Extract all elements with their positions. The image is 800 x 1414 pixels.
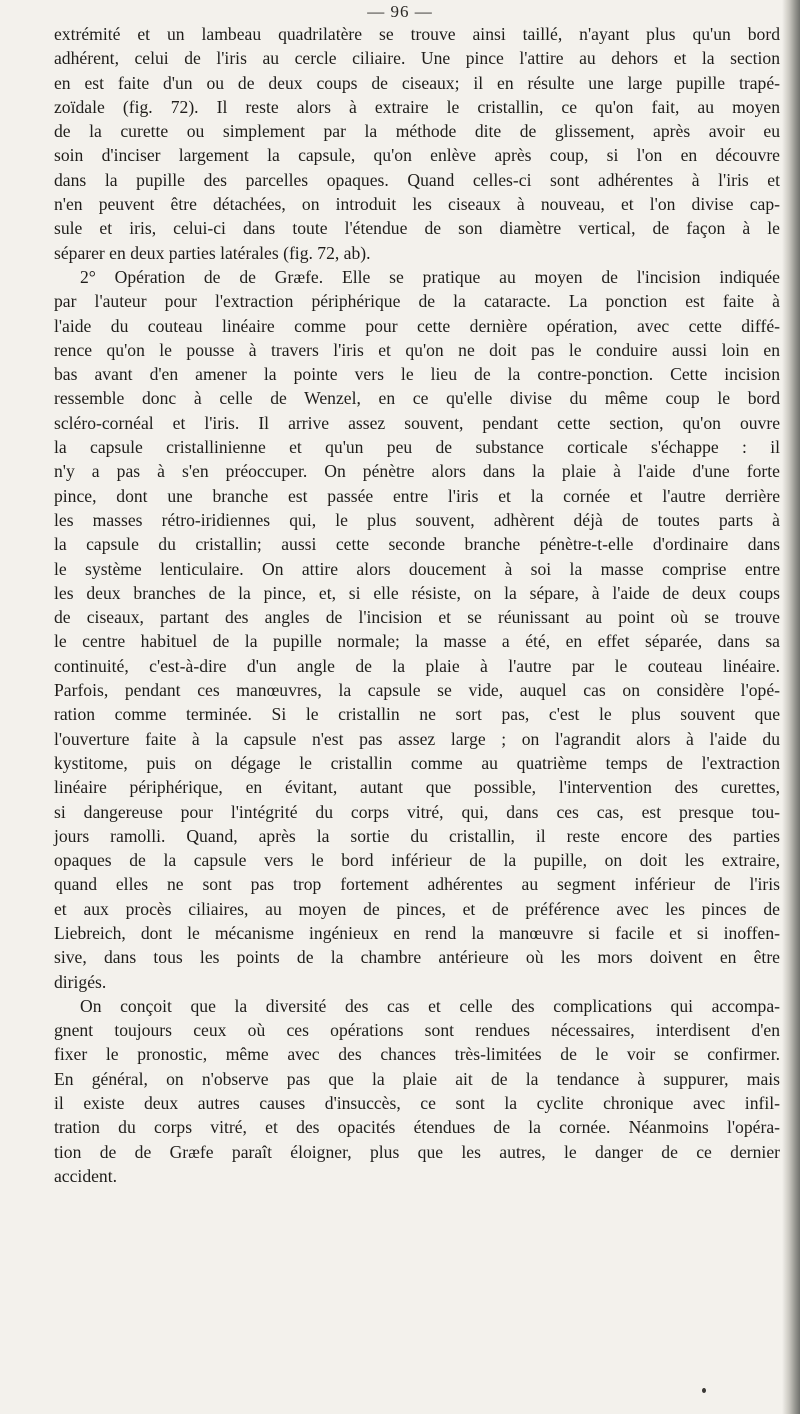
text-line: l'aide du couteau linéaire comme pour cette dernière opération, avec cette diffé- <box>54 315 780 336</box>
text-line: Liebreich, dont le mécanisme ingénieux en rend la manœuvre si facile et si inoffen- <box>54 922 780 943</box>
text-line: les deux branches de la pince, et, si elle résiste, on la sépare, à l'aide de deux coups <box>54 582 780 603</box>
text-line: de ciseaux, partant des angles de l'incision et se réunissant au point où se trouve <box>54 607 780 628</box>
text-line: tion de de Græfe paraît éloigner, plus que les autres, le danger de ce dernier <box>54 1141 780 1162</box>
text-line: fixer le pronostic, même avec des chances très-limitées de le voir se confirmer. <box>54 1044 780 1065</box>
text-line: il existe deux autres causes d'insuccès, ce sont la cyclite chronique avec infil- <box>54 1093 780 1114</box>
text-line: la capsule du cristallin; aussi cette seconde branche pénètre-t-elle d'ordinaire dans <box>54 534 780 555</box>
text-line: quand elles ne sont pas trop fortement adhérentes au segment inférieur de l'iris <box>54 874 780 895</box>
text-line: sule et iris, celui-ci dans toute l'étendue de son diamètre vertical, de façon à le <box>54 218 780 239</box>
text-line: extrémité et un lambeau quadrilatère se trouve ainsi taillé, n'ayant plus qu'un bord <box>54 24 780 44</box>
text-line: sive, dans tous les points de la chambre antérieure où les mors doivent en être <box>54 947 780 968</box>
text-line: dirigés. <box>54 971 107 992</box>
text-line: On conçoit que la diversité des cas et celle des complications qui accompa- <box>80 995 780 1016</box>
body-text <box>54 22 780 1188</box>
page-number: — 96 — <box>367 2 433 21</box>
text-line: la capsule cristallinienne et qu'un peu de substance corticale s'échappe : il <box>54 437 780 458</box>
text-line: le centre habituel de la pupille normale; la masse a été, en effet séparée, dans sa <box>54 631 780 652</box>
text-line: n'en peuvent être détachées, on introduit les ciseaux à nouveau, et l'on divise cap- <box>54 194 780 215</box>
text-line: dans la pupille des parcelles opaques. Quand celles-ci sont adhérentes à l'iris et <box>54 169 780 190</box>
text-line: si dangereuse pour l'intégrité du corps vitré, qui, dans ces cas, est presque tou- <box>54 801 780 822</box>
text-line: opaques de la capsule vers le bord inférieur de la pupille, on doit les extraire, <box>54 850 780 871</box>
text-line: soin d'inciser largement la capsule, qu'on enlève après coup, si l'on en découvre <box>54 145 780 166</box>
text-line: accident. <box>54 1165 118 1186</box>
text-line: les masses rétro-iridiennes qui, le plus souvent, adhèrent déjà de toutes parts à <box>54 509 780 530</box>
text-line: kystitome, puis on dégage le cristallin comme au quatrième temps de l'extraction <box>54 752 780 773</box>
text-line: zoïdale (fig. 72). Il reste alors à extraire le cristallin, ce qu'on fait, au moyen <box>54 96 780 117</box>
text-line: linéaire périphérique, en évitant, autant que possible, l'intervention des curettes, <box>54 777 780 798</box>
text-line: scléro-cornéal et l'iris. Il arrive assez souvent, pendant cette section, qu'on ouvre <box>54 412 780 433</box>
text-line: pince, dont une branche est passée entre l'iris et la cornée et l'autre derrière <box>54 485 780 506</box>
text-line: En général, on n'observe pas que la plaie ait de la tendance à suppurer, mais <box>54 1068 780 1089</box>
text-line: séparer en deux parties latérales (fig. 72, ab). <box>54 242 371 263</box>
text-line: par l'auteur pour l'extraction périphérique de la cataracte. La ponction est faite à <box>54 291 780 312</box>
text-line: adhérent, celui de l'iris au cercle ciliaire. Une pince l'attire au dehors et la section <box>54 48 780 69</box>
text-line: de la curette ou simplement par la méthode dite de glissement, après avoir eu <box>54 121 780 142</box>
text-line: 2° Opération de de Græfe. Elle se pratique au moyen de l'incision indiquée <box>80 266 780 287</box>
text-line: l'ouverture faite à la capsule n'est pas assez large ; on l'agrandit alors à l'aide du <box>54 728 780 749</box>
text-line: rence qu'on le pousse à travers l'iris et qu'on ne doit pas le conduire aussi loin en <box>54 339 780 360</box>
text-line: continuité, c'est-à-dire d'un angle de la plaie à l'autre par le couteau linéaire. <box>54 655 780 676</box>
text-line: tration du corps vitré, et des opacités étendues de la cornée. Néanmoins l'opéra- <box>54 1117 780 1138</box>
text-line: gnent toujours ceux où ces opérations sont rendues nécessaires, interdisent d'en <box>54 1020 780 1041</box>
page-edge-shadow <box>782 0 800 1414</box>
text-line: ration comme terminée. Si le cristallin ne sort pas, c'est le plus souvent que <box>54 704 780 725</box>
text-line: n'y a pas à s'en préoccuper. On pénètre alors dans la plaie à l'aide d'une forte <box>54 461 780 482</box>
text-line: Parfois, pendant ces manœuvres, la capsule se vide, auquel cas on considère l'opé- <box>54 680 780 701</box>
text-line: jours ramolli. Quand, après la sortie du cristallin, il reste encore des parties <box>54 825 780 846</box>
text-line: et aux procès ciliaires, au moyen de pinces, et de préférence avec les pinces de <box>54 898 780 919</box>
text-line: ressemble donc à celle de Wenzel, en ce qu'elle divise du même coup le bord <box>54 388 780 409</box>
text-line: en est faite d'un ou de deux coups de ciseaux; il en résulte une large pupille trapé- <box>54 72 780 93</box>
ink-dot <box>702 1388 706 1393</box>
text-line: le système lenticulaire. On attire alors doucement à soi la masse comprise entre <box>54 558 780 579</box>
text-line: bas avant d'en amener la pointe vers le lieu de la contre-ponction. Cette incision <box>54 364 780 385</box>
